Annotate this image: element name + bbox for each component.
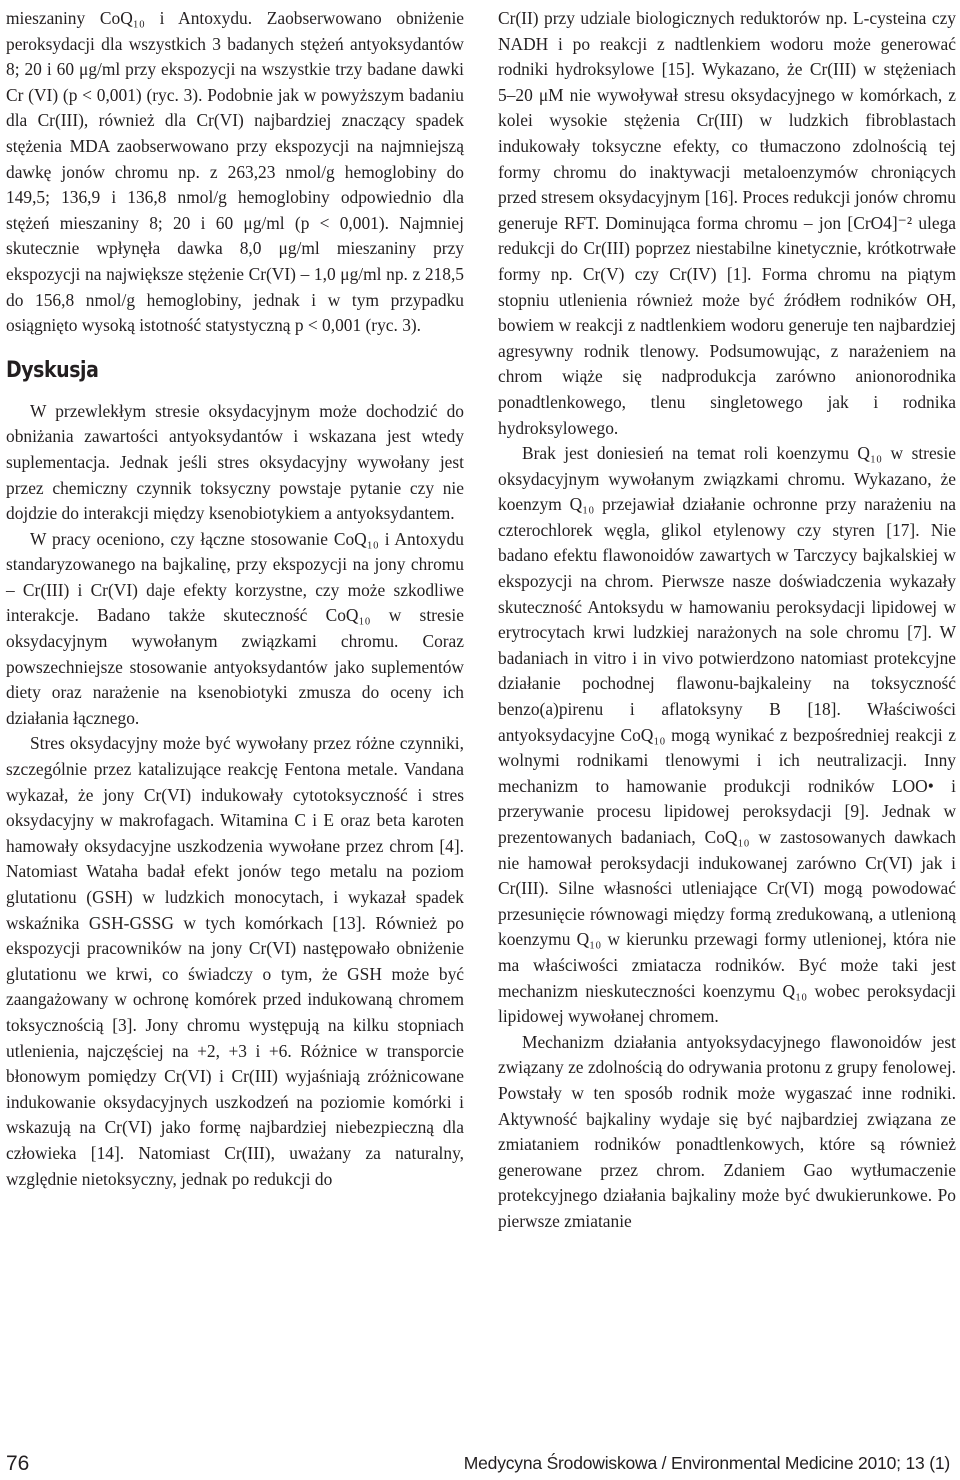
section-heading: Dyskusja bbox=[6, 357, 99, 383]
body-paragraph: mieszaniny CoQ₁₀ i Antoxydu. Zaobserwowano obniżenie peroksydacji dla wszystkich 3 badanych stężeń antyoksydantów 8; 20 i 60 μg/ml przy ekspozycji na wszystkie trzy badane dawki Cr (VI) (p < 0,001) (ryc. 3). Podobnie jak w powyższym badaniu dla Cr(III), również dla Cr(VI) najbardziej znaczący spadek stężenia MDA zaobserwowano przy ekspozycji na najmniejszą dawkę jonów chromu np. z 263,23 nmol/g hemoglobiny do 149,5; 136,9 i 136,8 nmol/g hemoglobiny odpowiednio dla stężeń mieszaniny 8; 20 i 60 μg/ml (p < 0,001). Najmniej skutecznie wpłynęła dawka 8,0 μg/ml mieszaniny przy ekspozycji na największe stężenie Cr(VI) – 1,0 μg/ml np. z 218,5 do 156,8 nmol/g hemoglobiny, jednak i w tym przypadku osiągnięto wysoką istotność statystyczną p < 0,001 (ryc. 3). bbox=[6, 8, 464, 336]
page-number: 76 bbox=[6, 1452, 30, 1475]
body-paragraph: Mechanizm działania antyoksydacyjnego flawonoidów jest związany ze zdolnością do odrywania protonu z grupy fenolowej. Powstały w ten sposób rodnik może wygaszać inne rodniki. Aktywność bajkaliny wydaje się być najbardziej związana ze zmiataniem rodników ponadtlenkowych, które są również generowane przez chrom. Zdaniem Gao wytłumaczenie protekcyjnego działania bajkaliny może być dwukierunkowe. Po pierwsze zmiatanie bbox=[498, 1031, 956, 1231]
body-paragraph: Cr(II) przy udziale biologicznych reduktorów np. L-cysteina czy NADH i po reakcji z nadtlenkiem wodoru może generować rodniki hydroksylowe [15]. Wykazano, że Cr(III) w stężeniach 5–20 μM nie wywoływał stresu oksydacyjnego w komórkach, z kolei wysokie stężenia Cr(III) w ludzkich fibroblastach indukowały toksyczne efekty, co tłumaczono zdolnością tej formy chromu do inaktywacji metaloenzymów chroniących przed stresem oksydacyjnym [16]. Proces redukcji jonów chromu generuje RFT. Dominująca forma chromu – jon [CrO4]⁻² ulega redukcji do Cr(III) poprzez niestabilne kinetycznie, krótkotrwałe formy np. Cr(V) czy Cr(IV) [1]. Forma chromu na piątym stopniu utlenienia również może być źródłem rodników OH, bowiem w reakcji z nadtlenkiem wodoru generuje ten najbardziej agresywny rodnik tlenowy. Podsumowując, z narażeniem na chrom wiąże się nadprodukcja zarówno anionorodnika ponadtlenkowego, tlenu singletowego jak i rodnika hydroksylowego. bbox=[498, 8, 956, 438]
left-column bbox=[6, 6, 464, 1192]
page-footer bbox=[0, 1452, 960, 1478]
right-column bbox=[498, 6, 956, 1235]
journal-citation: Medycyna Środowiskowa / Environmental Medicine 2010; 13 (1) bbox=[463, 1453, 950, 1473]
body-paragraph: W przewlekłym stresie oksydacyjnym może dochodzić do obniżania zawartości antyoksydantów i wskazana jest wtedy suplementacja. Jednak jeśli stres oksydacyjny wywołany jest przez chemiczny czynnik toksyczny powstaje pytanie czy nie dojdzie do interakcji między ksenobiotykiem a antyoksydantem. bbox=[6, 400, 464, 524]
body-paragraph: Stres oksydacyjny może być wywołany przez różne czynniki, szczególnie przez katalizujące reakcję Fentona metale. Vandana wykazał, że jony Cr(VI) indukowały cytotoksyczność i stres oksydacyjny w makrofagach. Witamina C i E oraz beta karoten hamowały oksydacyjne uszkodzenia wywołane przez chrom [4]. Natomiast Wataha badał efekt jonów tego metalu na poziom glutationu (GSH) w ludzkich monocytach, i wykazał spadek wskaźnika GSH-GSSG w tych komórkach [13]. Również po ekspozycji pracowników na jony Cr(VI) następowało obniżenie glutationu we krwi, co świadczy o tym, że GSH może być zaangażowany w ochronę komórek przed indukowaną chromem toksycznością [3]. Jony chromu występują na kilku stopniach utlenienia, najczęściej na +2, +3 i +6. Różnice w transporcie błonowym pomiędzy Cr(VI) i Cr(III) wyjaśniają zróżnicowane indukowanie oksydacyjnych uszkodzeń na poziomie komórki i wskazują na Cr(VI) jako formę najbardziej niebezpieczną dla człowieka [14]. Natomiast Cr(III), uważany za naturalny, względnie nietoksyczny, jednak po redukcji do bbox=[6, 733, 464, 1189]
body-paragraph: W pracy oceniono, czy łączne stosowanie CoQ₁₀ i Antoxydu standaryzowanego na bajkalinę, przy ekspozycji na jony chromu – Cr(III) i Cr(VI) daje efekty korzystne, czy może szkodliwe interakcje. Badano także skuteczność CoQ₁₀ w stresie oksydacyjnym wywołanym związkami chromu. Coraz powszechniejsze stosowanie antyoksydantów jako suplementów diety oraz narażenie na ksenobiotyki zmusza do oceny ich działania łącznego. bbox=[6, 528, 464, 728]
body-paragraph: Brak jest doniesień na temat roli koenzymu Q₁₀ w stresie oksydacyjnym wywołanym związkami chromu. Wykazano, że koenzym Q₁₀ przejawiał działanie ochronne przy narażeniu na czterochlorek węgla, glikol etylenowy czy styren [17]. Nie badano efektu flawonoidów zawartych w Tarczycy bajkalskiej w ekspozycji na chrom. Pierwsze nasze doświadczenia wykazały skuteczność Antoksydu w hamowaniu peroksydacji lipidowej w erytrocytach krwi ludzkiej narażonych na sole chromu [7]. W badaniach in vitro i in vivo potwierdzono natomiast protekcyjne działanie pochodnej flawonu-bajkaleiny na toksyczność benzo(a)pirenu i aflatoksyny B [18]. Właściwości antyoksydacyjne CoQ₁₀ mogą wynikać z bezpośredniej reakcji z wolnymi rodnikami tlenowymi i ich neutralizacji. Inny mechanizm to hamowanie produkcji rodników LOO• i przerywanie procesu lipidowej peroksydacji [9]. Jednak w prezentowanych badaniach, CoQ₁₀ w zastosowanych dawkach nie hamował peroksydacji indukowanej zarówno Cr(VI) jak i Cr(III). Silne własności utleniające Cr(VI) mogą powodować przesunięcie równowagi między formą zredukowaną, a utlenioną koenzymu Q₁₀ w kierunku przewagi formy utlenionej, która nie ma właściwości zmiatacza rodników. Być może taki jest mechanizm nieskuteczności koenzymu Q₁₀ wobec peroksydacji lipidowej wywołanej chromem. bbox=[498, 443, 956, 1027]
